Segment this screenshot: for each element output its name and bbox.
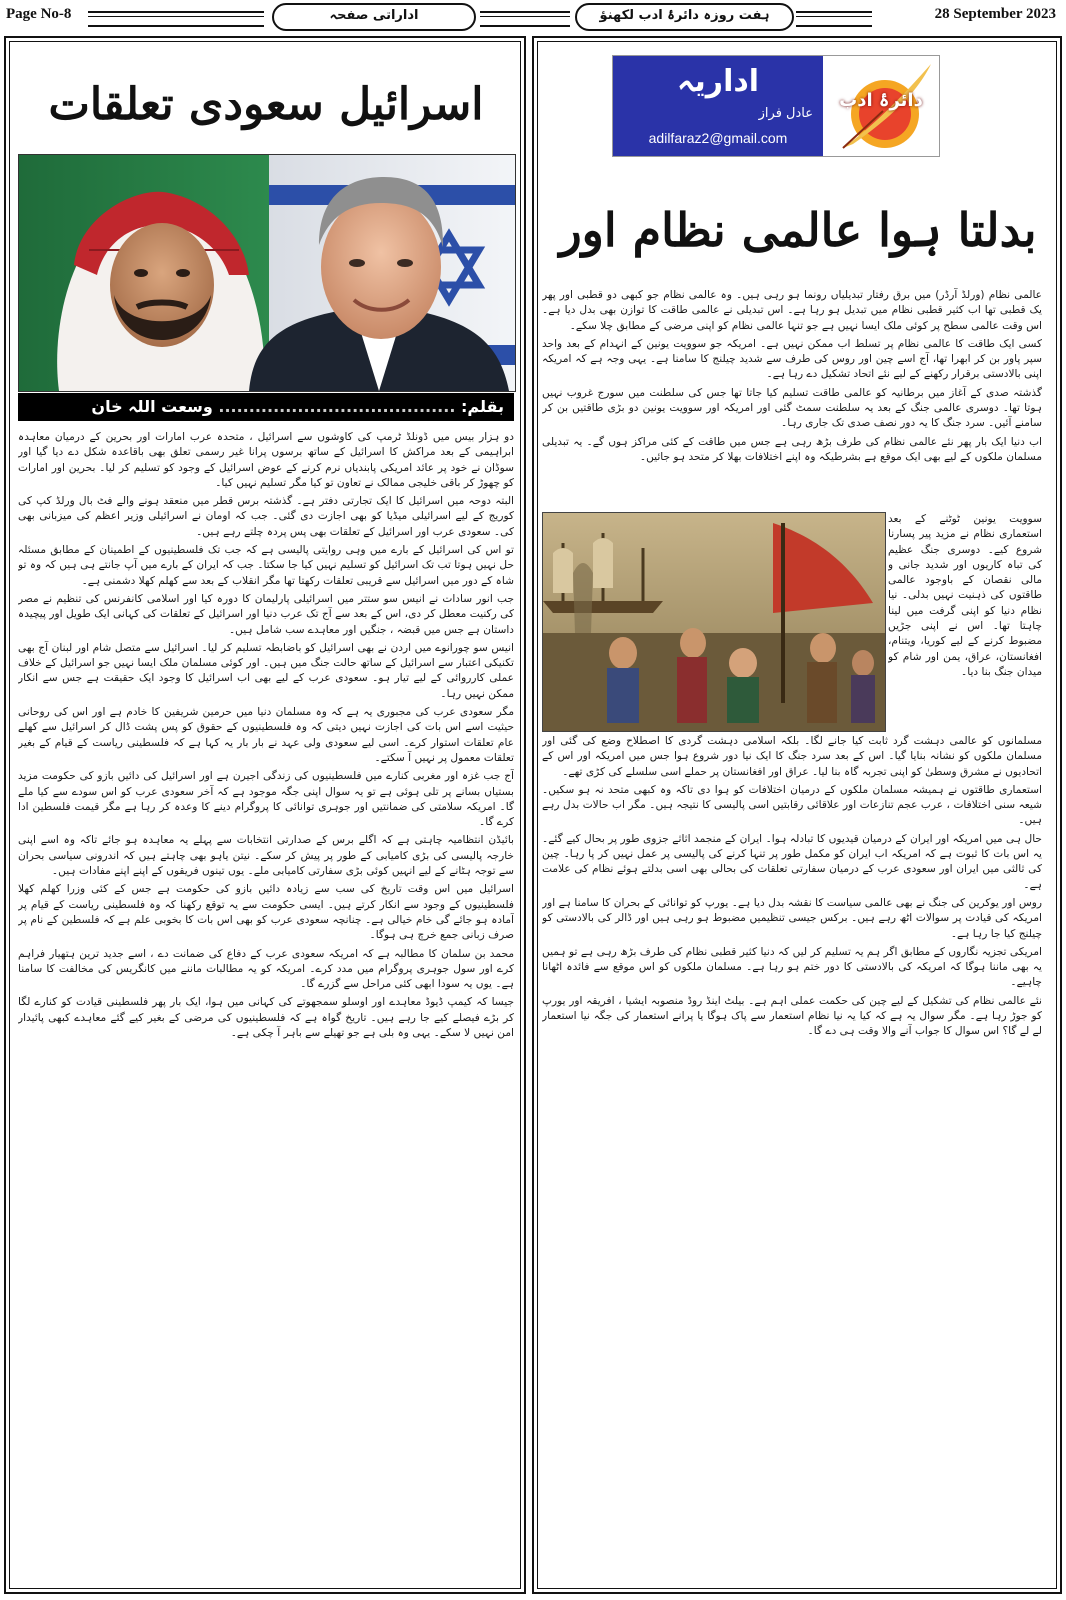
header-rule [88,11,264,27]
left-paragraph: البتہ دوحہ میں اسرائیل کا ایک تجارتی دفتر ہے۔ گذشتہ برس قطر میں منعقد ہونے والے فٹ بال ورلڈ کپ کی کوریج کے لیے اسرائیلی میڈیا کو بھی اجازت دی گئی۔ جب کہ اومان نے اسرائیلی وزیر اعظم کی میزبانی بھی کی۔ سعودی عرب اور اسرائیل کے تعلقات بھی پس پردہ چلتے رہے ہیں۔ [18,495,514,538]
left-paragraph: تو اس کی اسرائیل کے بارے میں وہی روایتی پالیسی ہے کہ جب تک فلسطینیوں کے اطمینان کے مطابق مسئلہ حل نہیں ہوتا تب تک اسرائیل کو تسلیم نہیں کیا جا سکتا۔ جب کہ ایران کے بارے میں آپ جانتے ہی ہیں کہ وہ تو شاہ کے دور میں اسرائیل سے قریبی تعلقات رکھتا تھا مگر انقلاب کے بعد سے کھلم کھلا دشمنی ہے۔ [18,544,514,587]
right-paragraph: مسلمانوں کو عالمی دہشت گرد ثابت کیا جانے لگا۔ بلکہ اسلامی دہشت گردی کا اصطلاح وضع کی گئی اور مسلمان ملکوں کو نشانہ بنایا گیا۔ اس کے بعد سرد جنگ کا ایک نیا دور شروع ہوا جس میں امریکہ اور اس کے اتحادیوں نے مشرق وسطیٰ کو اپنی تجربہ گاہ بنا لیا۔ عراق اور افغانستان پر حملے اسی سلسلے کی کڑی تھے۔ [542,735,1042,778]
left-article-body [18,430,514,1580]
left-paragraph: جیسا کہ کیمپ ڈیوڈ معاہدے اور اوسلو سمجھوتے کی کہانی میں ہوا، ایک بار پھر فلسطینی قیادت کو کنارے لگا کر بڑے فیصلے کیے جا رہے ہیں۔ تاریخ گواہ ہے کہ فلسطینیوں کی مرضی کے بغیر کیے گئے معاہدے کبھی پائیدار امن نہیں لا سکے۔ یہی وہ بلی ہے جو تھیلے سے باہر آ چکی ہے۔ [18,996,514,1039]
right-paragraph: اب دنیا ایک بار پھر نئے عالمی نظام کی طرف بڑھ رہی ہے جس میں طاقت کے کئی مراکز ہوں گے۔ یہ تبدیلی مسلمان ملکوں کے لیے بھی ایک موقع ہے بشرطیکہ وہ اپنے اختلافات بھلا کر متحد ہو جائیں۔ [542,435,1042,463]
left-article-headline: اسرائیل سعودی تعلقات [48,79,484,130]
leaders-photo-illustration [19,155,515,391]
right-article-intro [542,288,1042,506]
right-paragraph: نئے عالمی نظام کی تشکیل کے لیے چین کی حکمت عملی اہم ہے۔ بیلٹ اینڈ روڈ منصوبہ ایشیا ، افریقہ اور یورپ کو جوڑ رہا ہے۔ مگر سوال یہ ہے کہ کیا یہ نیا نظام استعمار سے پاک ہوگا یا پرانے استعمار کی جگہ نیا استعمار لے لے گا؟ اس سوال کا جواب آنے والا وقت ہی دے گا۔ [542,994,1042,1038]
right-paragraph: عالمی نظام (ورلڈ آرڈر) میں برق رفتار تبدیلیاں رونما ہو رہی ہیں۔ وہ عالمی نظام جو کبھی دو قطبی اور پھر یک قطبی تھا اب کثیر قطبی نظام میں تبدیل ہو رہا ہے۔ اس تبدیلی نے عالمی طاقت کا توازن بھی بدل دیا ہے۔ اس وقت عالمی سطح پر کوئی ملک ایسا نہیں ہے جو تنہا عالمی نظام کو اپنی مرضی کے مطابق چلا سکے۔ [542,289,1042,332]
right-article-side [888,512,1042,730]
right-paragraph: گذشتہ صدی کے آغاز میں برطانیہ کو عالمی طاقت تسلیم کیا جاتا تھا جس کی سلطنت میں سورج غروب نہیں ہوتا تھا۔ دوسری عالمی جنگ کے بعد یہ سلطنت سمٹ گئی اور امریکہ اور سوویت یونین دو بڑی طاقتیں بن کر سامنے آئیں۔ سرد جنگ کا یہ دور نصف صدی تک جاری رہا۔ [542,386,1042,430]
left-article-byline: بقلم: ....................................... وسعت اللہ خان [18,393,514,421]
left-paragraph: مگر سعودی عرب کی مجبوری یہ ہے کہ وہ مسلمان دنیا میں حرمین شریفین کا خادم ہے اور اس کی روحانی حیثیت اسے اس بات کی اجازت نہیں دیتی کہ وہ فلسطینیوں کے حقوق کو پس پشت ڈال کر اسرائیل سے کھلے عام تعلقات استوار کرے۔ اسی لیے سعودی ولی عہد نے بار بار یہ کہا ہے کہ فلسطینی ریاست کے قیام کے بغیر تعلقات معمول پر نہیں آ سکتے۔ [18,706,514,764]
right-paragraph: سوویت یونین ٹوٹنے کے بعد استعماری نظام نے مزید پیر پسارنا شروع کیے۔ دوسری جنگ عظیم کی تباہ کاریوں اور شدید جانی و مالی نقصان کے باوجود عالمی طاقتوں کی ذہنیت نہیں بدلی۔ نیا نظام دنیا کو اپنی گرفت میں لینا چاہتا تھا۔ اس نے اپنی جڑیں مضبوط کرنے کے لیے کوریا، ویتنام، افغانستان، عراق، یمن اور شام کو میدان جنگ بنا دیا۔ [888,513,1042,678]
header-rule [480,11,570,27]
right-paragraph: کسی ایک طاقت کا عالمی نظام پر تسلط اب ممکن نہیں ہے۔ امریکہ جو سوویت یونین کے انہدام کے بعد واحد سپر پاور بن کر ابھرا تھا، آج اسے چین اور روس کی طرف سے شدید چیلنج کا سامنا ہے۔ یہی وجہ ہے کہ امریکہ اپنی بالادستی برقرار رکھنے کے لیے نئے اتحاد تشکیل دے رہا ہے۔ [542,337,1042,381]
left-paragraph: اسرائیل میں اس وقت تاریخ کی سب سے زیادہ دائیں بازو کی حکومت ہے جس کے کئی وزرا کھلم کھلا فلسطینیوں کے وجود سے انکار کرتے ہیں۔ ایسی حکومت سے یہ توقع رکھنا کہ وہ فلسطینی ریاست کے قیام پر آمادہ ہو جائے گی خام خیالی ہے۔ چنانچہ سعودی عرب کو بھی اس بات کا بخوبی علم ہے کہ فلسطین کے نام پر صرف زبانی جمع خرچ ہی ہوگا۔ [18,883,514,942]
right-article-headline: بدلتا ہوا عالمی نظام اور [559,203,1037,257]
left-paragraph: محمد بن سلمان کا مطالبہ ہے کہ امریکہ سعودی عرب کے دفاع کی ضمانت دے ، اسے جدید ترین ہتھیار فراہم کرے اور سول جوہری پروگرام میں مدد کرے۔ امریکہ کو یہ مطالبات ماننے میں کانگریس کی مخالفت کا سامنا ہے۔ یوں یہ سودا ابھی کئی مراحل سے گزرے گا۔ [18,947,514,991]
issue-date: 28 September 2023 [934,6,1056,22]
byline-author: وسعت اللہ خان [91,397,213,416]
right-paragraph: حال ہی میں امریکہ اور ایران کے درمیان قیدیوں کا تبادلہ ہوا۔ ایران کے منجمد اثاثے جزوی طور پر بحال کیے گئے۔ یہ اس بات کا ثبوت ہے کہ امریکہ اب ایران کو مکمل طور پر تنہا کرنے کی پالیسی پر عمل نہیں کر پا رہا۔ چین کی ثالثی میں ایران اور سعودی عرب کے درمیان سفارتی تعلقات کی بحالی بھی اسی بدلتے ہوئے نظام کی علامت ہے۔ [542,832,1042,891]
painting-illustration [543,513,885,731]
brand-name: دائرۂ ادب [839,90,923,111]
editorial-author: عادل فراز [758,106,813,121]
left-paragraph: انیس سو چورانوے میں اردن نے بھی اسرائیل کو باضابطہ تسلیم کر لیا۔ اسرائیل سے متصل شام اور لبنان آج بھی تکنیکی اعتبار سے اسرائیل کے ساتھ حالت جنگ میں ہیں۔ اور کوئی مسلمان ملک ایسا نہیں جو اسرائیل کے خلاف عملی کارروائی کے لیے تیار ہو۔ سعودی عرب کے لیے بھی اب اسرائیل کا وجود ایک حقیقت ہے جس سے انکار ممکن نہیں رہا۔ [18,641,514,700]
colonial-painting [542,512,886,732]
publication-name: ہفت روزہ دائرۂ ادب لکھنؤ [575,3,794,31]
left-paragraph: بائیڈن انتظامیہ چاہتی ہے کہ اگلے برس کے صدارتی انتخابات سے پہلے یہ معاہدہ ہو جائے تاکہ وہ اسے اپنی خارجہ پالیسی کی بڑی کامیابی کے طور پر پیش کر سکے۔ نیتن یاہو بھی چاہتے ہیں کہ اندرونی سیاسی بحران سے توجہ ہٹانے کے لیے انہیں کوئی بڑی سفارتی کامیابی ملے۔ یوں تینوں فریقوں کے اپنے اپنے مفادات ہیں۔ [18,834,514,878]
section-label: اداراتی صفحہ [272,3,476,31]
right-article-body [542,734,1042,1584]
page-header [0,0,1066,34]
editorial-banner-blue [613,56,823,156]
left-paragraph: دو ہزار بیس میں ڈونلڈ ٹرمپ کی کاوشوں سے اسرائیل ، متحدہ عرب امارات اور بحرین کے درمیان معاہدہ ابراہیمی کے بعد مراکش کا اسرائیل کے ساتھ برسوں پرانا غیر رسمی تعلق بھی باقاعدہ شکل دے دیا گیا اور سوڈان نے خود پر عائد امریکی پابندیاں نرم کرنے کے عوض اسرائیل کے وجود کو تسلیم کر لیا۔ بحرین اور امارات کو چھوڑ کر باقی خلیجی ممالک نے تعاون تو کیا مگر تسلیم نہیں کیا۔ [18,431,514,489]
right-paragraph: روس اور یوکرین کی جنگ نے بھی عالمی سیاست کا نقشہ بدل دیا ہے۔ یورپ کو توانائی کے بحران کا سامنا ہے اور امریکہ کی قیادت پر سوالات اٹھ رہے ہیں۔ برکس جیسی تنظیمیں مضبوط ہو رہی ہیں اور ڈالر کی بالادستی کو چیلنج کیا جا رہا ہے۔ [542,896,1042,940]
editorial-label: اداریہ [676,64,760,99]
left-paragraph: آج جب غزہ اور مغربی کنارے میں فلسطینیوں کی زندگی اجیرن ہے اور اسرائیل کی دائیں بازو کی حکومت مزید بستیاں بسانے پر تلی ہوئی ہے تو یہ سوال اپنی جگہ موجود ہے کہ آخر سعودی عرب کو اس سودے سے کیا ملے گا۔ امریکہ سلامتی کی ضمانتیں اور جوہری توانائی کا پروگرام دینے کا وعدہ کر رہا ہے مگر قیمت فلسطین ادا کرے گا۔ [18,770,514,829]
page-number: Page No-8 [6,6,72,22]
editorial-email: adilfaraz2@gmail.com [648,130,788,146]
left-article-photo [18,154,516,392]
brand-logo [823,56,939,156]
left-paragraph: جب انور سادات نے انیس سو ستتر میں اسرائیلی پارلیمان کا دورہ کیا اور اسلامی کانفرنس کی تنظیم نے مصر کی رکنیت معطل کر دی، اس کے بعد سے آج تک عرب دنیا اور اسرائیل کے تعلقات کی کہانی ایک طویل اور پیچیدہ داستان ہے جس میں قبضہ ، جنگیں اور معاہدے سب شامل ہیں۔ [18,592,514,636]
byline-prefix: بقلم: [461,397,504,416]
right-paragraph: استعماری طاقتوں نے ہمیشہ مسلمان ملکوں کے درمیان اختلافات کو ہوا دی تاکہ وہ کبھی متحد نہ ہو سکیں۔ شیعہ سنی اختلافات ، عرب عجم تنازعات اور علاقائی رقابتیں اسی پالیسی کا نتیجہ ہیں۔ مگر اب حالات بدل رہے ہیں۔ [542,783,1042,827]
right-paragraph: امریکی تجزیہ نگاروں کے مطابق اگر ہم یہ تسلیم کر لیں کہ دنیا کثیر قطبی نظام کی طرف بڑھ رہی ہے تو ہمیں یہ بھی ماننا ہوگا کہ امریکہ کی بالادستی کا دور ختم ہو رہا ہے۔ مسلمان ملکوں کو اس موقع سے فائدہ اٹھانا چاہیے۔ [542,945,1042,989]
header-rule [796,11,872,27]
editorial-banner [612,55,940,157]
